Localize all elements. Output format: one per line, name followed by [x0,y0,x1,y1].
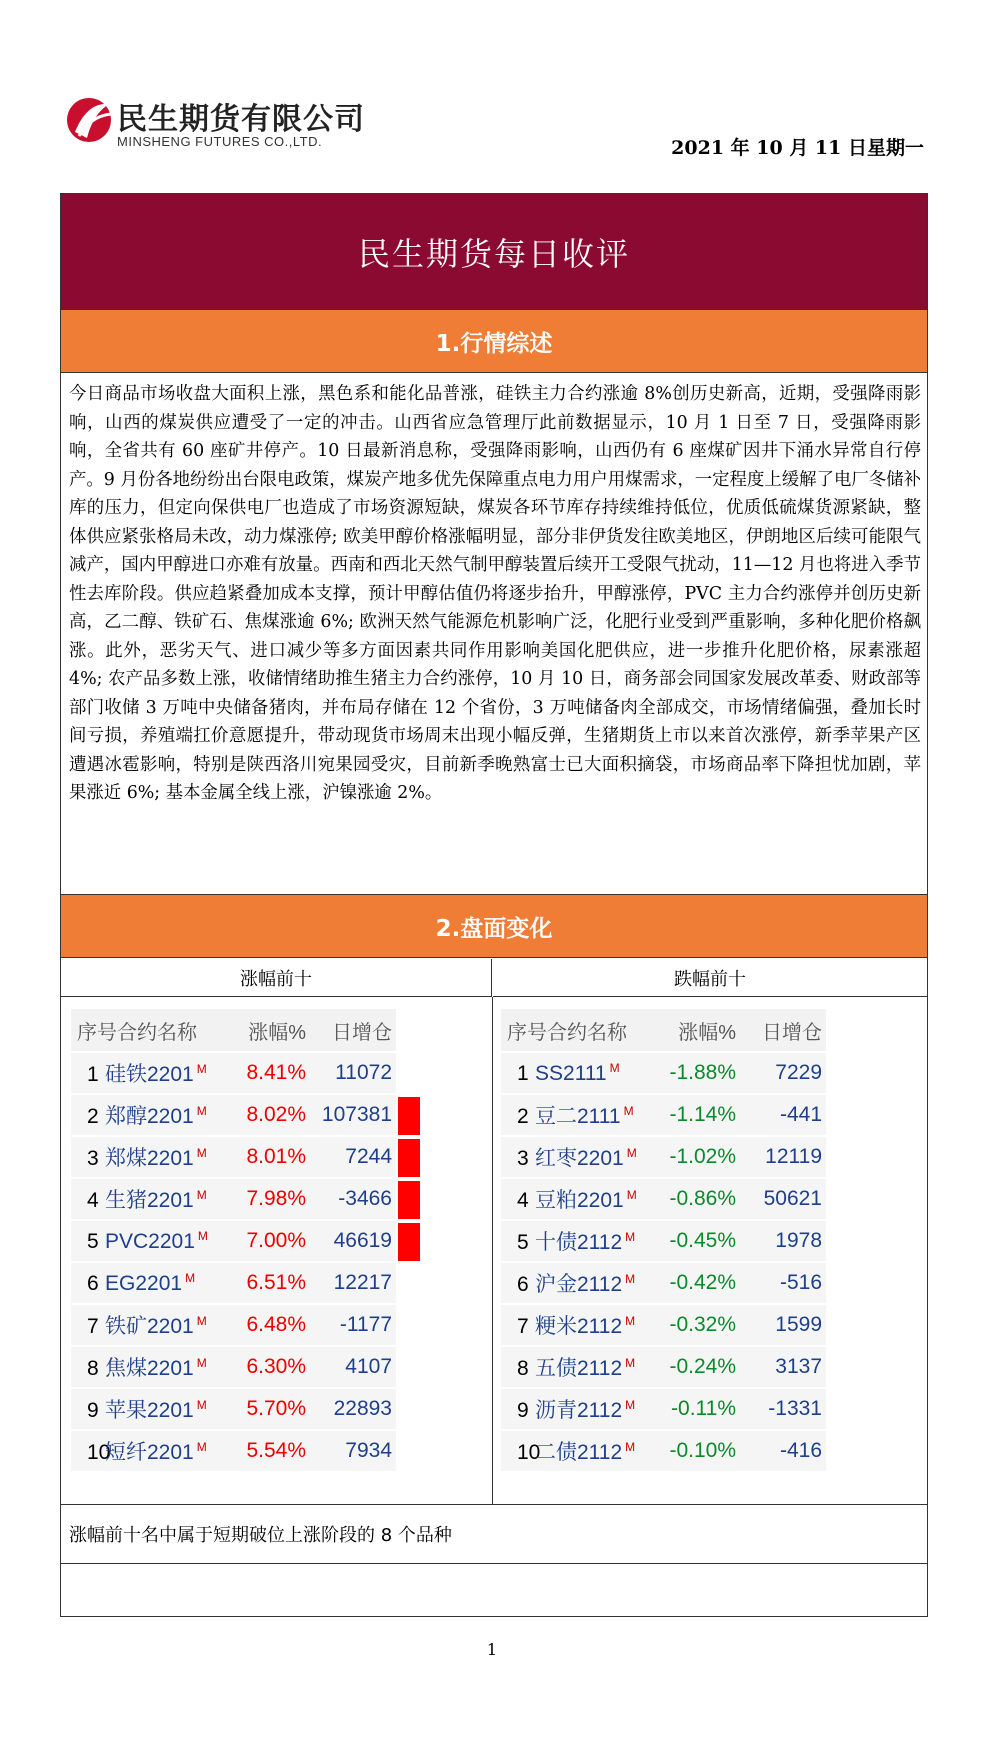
row-seq: 10 [517,1441,541,1464]
contract-name [71,1352,226,1382]
contract-code: 红枣2201 [535,1147,624,1170]
contract-code: 五债2112 [535,1357,623,1380]
market-summary-text: 今日商品市场收盘大面积上涨，黑色系和能化品普涨，硅铁主力合约涨逾 8%创历史新高，近期，受强降雨影响，山西的煤炭供应遭受了一定的冲击。山西省应急管理厅此前数据显示，10 月 1 日至 7 日，受强降雨影响，全省共有 60 座矿井停产。10 日最新消息称，受强降雨影响，山西仍有 6 座煤矿因井下涌水异常自行停产。9 月份各地纷纷出台限电政策，煤炭产地多优先保障重点电力用户用煤需求，一定程度上缓解了电厂冬储补库的压力，但定向保供电厂也造成了市场资源短缺，煤炭各环节库存持续维持低位，优质低硫煤货源紧缺，整体供应紧张格局未改，动力煤涨停; 欧美甲醇价格涨幅明显，部分非伊货发往欧美地区，伊朗地区后续可能限气减产，国内甲醇进口亦难有放量。西南和西北天然气制甲醇装置后续开工受限气扰动，11—12 月也将进入季节性去库阶段。供应趋紧叠加成本支撑，预计甲醇估值仍将逐步抬升，甲醇涨停，PVC 主力合约涨停并创历史新高，乙二醇、铁矿石、焦煤涨逾 6%; 欧洲天然气能源危机影响广泛，化肥行业受到严重影响，多种化肥价格飙涨。此外，恶劣天气、进口减少等多方面因素共同作用影响美国化肥供应，进一步推升化肥价格，尿素涨超 4%; 农产品多数上涨，收储情绪助推生猪主力合约涨停，10 月 10 日，商务部会同国家发展改革委、财政部等部门收储 3 万吨中央储备猪肉，并布局存储在 12 个省份，3 万吨储备肉全部成交，市场情绪偏强，叠加长时间亏损，养殖端扛价意愿提升，带动现货市场周末出现小幅反弹，生猪期货上市以来首次涨停，新季苹果产区遭遇冰雹影响，特别是陕西洛川宛果园受灾，目前新季晚熟富士已大面积摘袋，市场商品率下降担忧加剧，苹果涨近 6%; 基本金属全线上涨，沪镍涨逾 2%。 [69,384,921,803]
change-pct: -0.86% [669,1187,736,1210]
change-pct: -0.11% [671,1397,736,1420]
header-pct: 涨幅% [678,1021,736,1044]
limit-up-marker [398,1139,420,1177]
section-board-changes-title: 2.盘面变化 [61,894,927,958]
open-interest-change: -3466 [338,1187,392,1210]
open-interest-change: -1177 [339,1313,392,1336]
open-interest-change: -416 [779,1439,822,1462]
contract-code: 沪金2112 [535,1273,623,1296]
contract-code: 豆粕2201 [535,1189,624,1212]
open-interest-change: 46619 [333,1229,392,1252]
contract-name [71,1310,226,1340]
table-row [501,1135,826,1177]
row-seq: 1 [517,1061,529,1085]
contract-name [71,1436,226,1466]
row-seq: 8 [517,1357,529,1380]
row-seq: 10 [87,1441,111,1464]
losers-header-row [501,1009,826,1051]
change-pct: -1.02% [669,1145,736,1168]
row-seq: 6 [87,1271,99,1295]
contract-code: 二债2112 [535,1441,623,1464]
contract-code: SS2111 [535,1061,607,1085]
main-contract-flag: M [609,1060,620,1075]
row-seq: 7 [87,1315,99,1338]
row-seq: 6 [517,1273,529,1296]
contract-name [71,1229,226,1254]
main-contract-flag: M [196,1314,207,1328]
main-contract-flag: M [625,1314,636,1328]
change-pct: -1.88% [669,1061,736,1084]
open-interest-change: 22893 [333,1397,392,1420]
change-pct: 6.30% [246,1355,306,1378]
table-row [71,1345,396,1387]
table-row [71,1387,396,1429]
change-pct: 8.01% [246,1145,306,1168]
main-contract-flag: M [626,1188,637,1202]
main-contract-flag: M [625,1440,636,1454]
contract-name [501,1100,656,1130]
open-interest-change: 7934 [345,1439,392,1462]
header-seq-name: 序号合约名称 [507,1021,627,1044]
contract-name [501,1310,656,1340]
company-name-cn: 民生期货有限公司 [117,102,365,137]
change-pct: 5.70% [246,1397,306,1420]
main-contract-flag: M [196,1398,207,1412]
open-interest-change: 1978 [775,1229,822,1252]
main-contract-flag: M [196,1104,207,1118]
header-pct: 涨幅% [248,1021,306,1044]
main-contract-flag: M [196,1440,207,1454]
header-oi: 日增仓 [332,1021,392,1044]
contract-name [71,1271,226,1296]
row-seq: 5 [87,1229,99,1253]
open-interest-change: 4107 [345,1355,392,1378]
report-title: 民生期货每日收评 [61,194,927,309]
table-row [71,1135,396,1177]
open-interest-change: 12217 [333,1271,392,1294]
header-oi: 日增仓 [762,1021,822,1044]
report-date: 2021 年 10 月 11 日星期一 [671,137,924,159]
row-seq: 7 [517,1315,529,1338]
main-contract-flag: M [196,1062,207,1076]
open-interest-change: 3137 [775,1355,822,1378]
open-interest-change: -441 [779,1103,822,1126]
row-seq: 1 [87,1063,99,1086]
table-row [501,1345,826,1387]
contract-code: 硅铁2201 [105,1063,194,1086]
change-pct: 8.02% [246,1103,306,1126]
limit-up-marker [398,1223,420,1261]
company-logo [65,90,365,160]
main-contract-flag: M [626,1146,637,1160]
table-row [501,1303,826,1345]
open-interest-change: 12119 [765,1145,822,1168]
row-seq: 3 [517,1147,529,1170]
open-interest-change: 107381 [321,1103,392,1126]
contract-name [71,1142,226,1172]
company-name-en: MINSHENG FUTURES CO.,LTD. [117,134,323,149]
table-row [71,1093,396,1135]
table-row [71,1177,396,1219]
contract-name [71,1394,226,1424]
contract-code: 沥青2112 [535,1399,623,1422]
contract-code: 十债2112 [535,1231,623,1254]
change-pct: 7.00% [246,1229,306,1252]
contract-code: 郑煤2201 [105,1147,194,1170]
row-seq: 9 [517,1399,529,1422]
limit-up-marker [398,1181,420,1219]
row-seq: 9 [87,1399,99,1422]
main-contract-flag: M [197,1228,208,1243]
table-row [71,1429,396,1471]
row-seq: 4 [517,1189,529,1212]
footnote-text: 涨幅前十名中属于短期破位上涨阶段的 8 个品种 [61,1504,927,1564]
main-contract-flag: M [625,1272,636,1286]
change-pct: -0.45% [669,1229,736,1252]
contract-name [501,1268,656,1298]
table-row [71,1051,396,1093]
contract-name [501,1436,656,1466]
row-seq: 2 [517,1105,529,1128]
gainers-title: 涨幅前十 [61,959,492,997]
change-pct: 6.48% [246,1313,306,1336]
contract-name [501,1226,656,1256]
main-contract-flag: M [185,1270,196,1285]
change-pct: -0.10% [669,1439,736,1462]
change-pct: -0.32% [669,1313,736,1336]
contract-code: 焦煤2201 [105,1357,194,1380]
row-seq: 5 [517,1231,529,1254]
contract-name [71,1184,226,1214]
change-pct: -0.24% [669,1355,736,1378]
contract-code: 铁矿2201 [105,1315,194,1338]
table-row [501,1387,826,1429]
open-interest-change: 11072 [335,1061,392,1084]
table-row [71,1261,396,1303]
page-number: 1 [486,1640,498,1659]
contract-code: 粳米2112 [535,1315,623,1338]
change-pct: 7.98% [246,1187,306,1210]
row-seq: 4 [87,1189,99,1212]
contract-code: 生猪2201 [105,1189,194,1212]
contract-name [501,1394,656,1424]
main-contract-flag: M [625,1398,636,1412]
row-seq: 2 [87,1105,99,1128]
table-row [501,1261,826,1303]
row-seq: 8 [87,1357,99,1380]
table-row [501,1093,826,1135]
contract-code: EG2201 [105,1271,183,1295]
limit-up-marker [398,1097,420,1135]
table-row [501,1051,826,1093]
main-contract-flag: M [623,1104,634,1118]
change-pct: 8.41% [246,1061,306,1084]
contract-name [501,1142,656,1172]
losers-title: 跌幅前十 [493,959,927,997]
table-row [71,1303,396,1345]
report-frame [60,193,928,1617]
open-interest-change: -1331 [768,1397,822,1420]
main-contract-flag: M [196,1356,207,1370]
table-row [501,1219,826,1261]
contract-code: 郑醇2201 [105,1105,194,1128]
change-pct: 6.51% [246,1271,306,1294]
losers-table [501,1009,921,1471]
gainers-table [71,1009,491,1471]
contract-name [501,1184,656,1214]
open-interest-change: 1599 [775,1313,822,1336]
contract-name [501,1352,656,1382]
contract-code: 短纤2201 [105,1441,194,1464]
open-interest-change: 50621 [763,1187,822,1210]
contract-code: PVC2201 [105,1229,195,1253]
minsheng-logo-icon [65,92,115,150]
table-row [71,1219,396,1261]
change-pct: -1.14% [669,1103,736,1126]
column-divider [492,997,493,1504]
contract-name [71,1058,226,1088]
main-contract-flag: M [625,1356,636,1370]
row-seq: 3 [87,1147,99,1170]
main-contract-flag: M [196,1146,207,1160]
table-row [501,1177,826,1219]
change-pct: -0.42% [669,1271,736,1294]
contract-code: 苹果2201 [105,1399,194,1422]
contract-code: 豆二2111 [535,1105,621,1128]
change-pct: 5.54% [246,1439,306,1462]
contract-name [71,1100,226,1130]
header-seq-name: 序号合约名称 [77,1021,197,1044]
main-contract-flag: M [196,1188,207,1202]
gainers-header-row [71,1009,396,1051]
table-row [501,1429,826,1471]
contract-name [501,1061,656,1086]
section-market-summary-title: 1.行情综述 [61,309,927,373]
open-interest-change: -516 [779,1271,822,1294]
open-interest-change: 7229 [775,1061,822,1084]
open-interest-change: 7244 [345,1145,392,1168]
main-contract-flag: M [625,1230,636,1244]
